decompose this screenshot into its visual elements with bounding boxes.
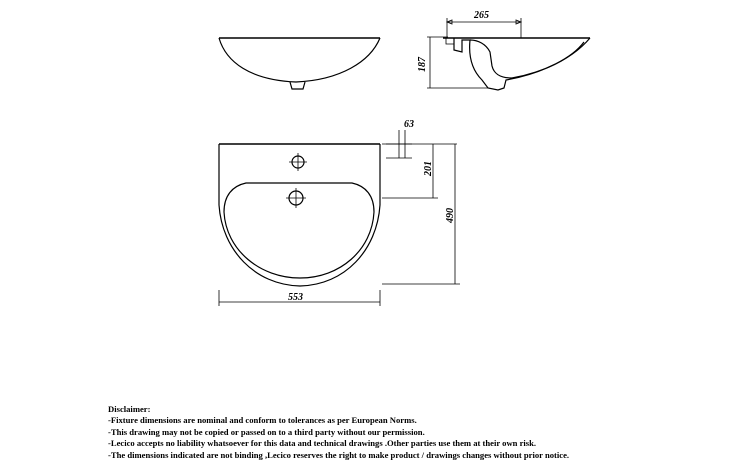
- dim-total-width: 553: [288, 292, 303, 303]
- disclaimer-line: -The dimensions indicated are not binding ,Lecico reserves the right to make product / drawings changes without prior notice.: [108, 449, 570, 460]
- dim-tap-depth: 201: [423, 161, 434, 176]
- disclaimer-title: Disclaimer:: [108, 404, 151, 414]
- dim-side-height: 187: [417, 57, 428, 72]
- front-elevation-view: [219, 38, 380, 89]
- dim-total-depth: 490: [445, 208, 456, 223]
- side-section-view: [427, 18, 590, 90]
- dim-tap-offset: 63: [404, 119, 414, 130]
- dim-side-width: 265: [474, 10, 489, 21]
- disclaimer-line: -Lecico accepts no liability whatsoever for this data and technical drawings .Other parties use them at their own risk.: [108, 438, 537, 449]
- plan-view: [219, 130, 460, 306]
- disclaimer-line: -Fixture dimensions are nominal and conform to tolerances as per European Norms.: [108, 415, 417, 426]
- disclaimer: [108, 404, 748, 461]
- disclaimer-line: -This drawing may not be copied or passed on to a third party without our permission.: [108, 426, 425, 437]
